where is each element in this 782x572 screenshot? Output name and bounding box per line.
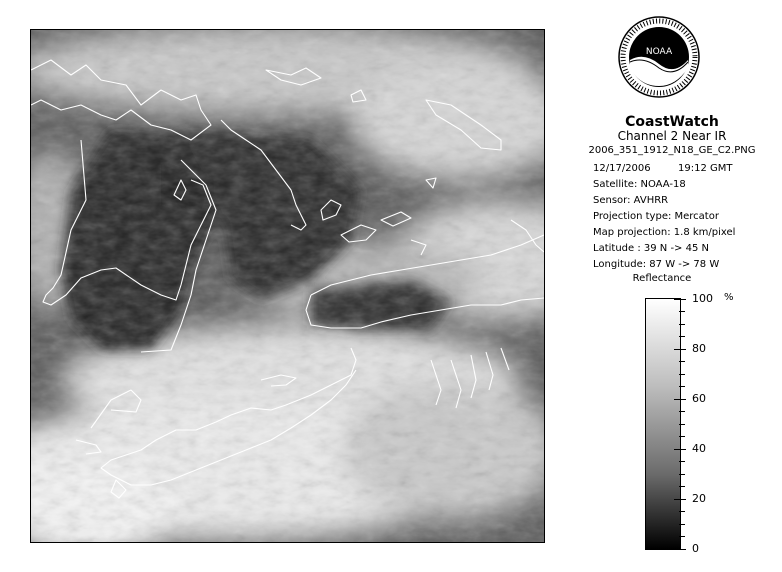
colorbar-tick xyxy=(674,299,686,300)
colorbar-unit: % xyxy=(724,292,734,303)
colorbar-minor-tick xyxy=(679,311,685,312)
colorbar-tick-label: 100 xyxy=(692,292,713,305)
colorbar-minor-tick xyxy=(679,374,685,375)
filename: 2006_351_1912_N18_GE_C2.PNG xyxy=(588,145,756,156)
longitude: Longitude: 87 W -> 78 W xyxy=(593,259,720,270)
colorbar-tick xyxy=(674,449,686,450)
colorbar xyxy=(645,298,681,550)
colorbar-minor-tick xyxy=(679,461,685,462)
colorbar-minor-tick xyxy=(679,424,685,425)
colorbar-minor-tick xyxy=(679,436,685,437)
date: 12/17/2006 xyxy=(593,163,651,174)
brand-title: CoastWatch xyxy=(625,114,719,130)
time: 19:12 GMT xyxy=(678,163,733,174)
satellite-image xyxy=(30,29,545,543)
colorbar-tick-label: 0 xyxy=(692,542,699,555)
colorbar-tick xyxy=(674,399,686,400)
colorbar-tick-label: 60 xyxy=(692,392,706,405)
colorbar-minor-tick xyxy=(679,474,685,475)
colorbar-tick xyxy=(674,549,686,550)
colorbar-minor-tick xyxy=(679,524,685,525)
colorbar-minor-tick xyxy=(679,386,685,387)
colorbar-tick xyxy=(674,349,686,350)
product-name: Channel 2 Near IR xyxy=(617,129,727,143)
colorbar-minor-tick xyxy=(679,486,685,487)
satellite: Satellite: NOAA-18 xyxy=(593,179,686,190)
noaa-logo xyxy=(618,16,700,98)
colorbar-tick xyxy=(674,499,686,500)
colorbar-minor-tick xyxy=(679,324,685,325)
colorbar-minor-tick xyxy=(679,336,685,337)
colorbar-tick-label: 20 xyxy=(692,492,706,505)
colorbar-minor-tick xyxy=(679,411,685,412)
colorbar-tick-label: 80 xyxy=(692,342,706,355)
colorbar-minor-tick xyxy=(679,536,685,537)
colorbar-title: Reflectance xyxy=(632,273,692,284)
colorbar-minor-tick xyxy=(679,511,685,512)
logo-text: NOAA xyxy=(645,47,673,57)
sensor: Sensor: AVHRR xyxy=(593,195,669,206)
map-projection: Map projection: 1.8 km/pixel xyxy=(593,227,736,238)
latitude: Latitude : 39 N -> 45 N xyxy=(593,243,709,254)
colorbar-tick-label: 40 xyxy=(692,442,706,455)
colorbar-minor-tick xyxy=(679,361,685,362)
projection-type: Projection type: Mercator xyxy=(593,211,719,222)
